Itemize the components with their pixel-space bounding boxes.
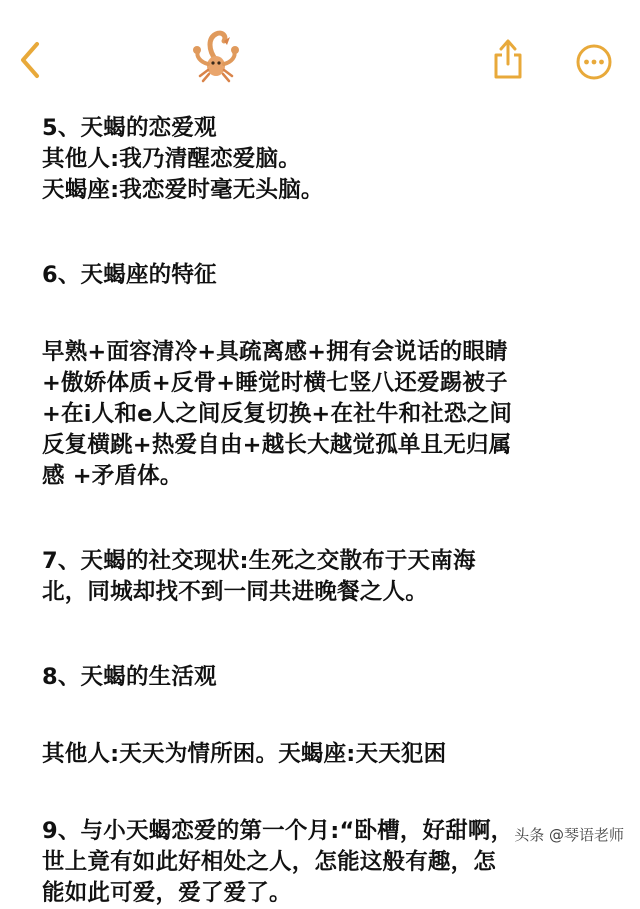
share-icon bbox=[490, 38, 526, 80]
top-bar bbox=[0, 0, 640, 110]
scorpion-icon bbox=[186, 26, 246, 86]
share-button[interactable] bbox=[486, 36, 530, 82]
section-5-line-1: 其他人:我乃清醒恋爱脑。 bbox=[42, 146, 301, 172]
section-5-title: 5、天蝎的恋爱观 bbox=[42, 115, 217, 141]
chevron-left-icon bbox=[17, 40, 43, 80]
section-8-body: 其他人:天天为情所困。天蝎座:天天犯困 bbox=[42, 741, 447, 767]
section-8-title: 8、天蝎的生活观 bbox=[42, 664, 217, 690]
note-content bbox=[42, 113, 617, 909]
section-6-title: 6、天蝎座的特征 bbox=[42, 262, 217, 288]
watermark: 头条 @琴语老师 bbox=[514, 826, 624, 844]
section-9-body: 9、与小天蝎恋爱的第一个月:“卧槽，好甜啊， 世上竟有如此好相处之人，怎能这般有趣，怎 能如此可爱，爱了爱了。 bbox=[42, 818, 514, 906]
back-button[interactable] bbox=[10, 38, 50, 82]
more-dots-icon bbox=[575, 43, 613, 81]
section-5-line-2: 天蝎座:我恋爱时毫无头脑。 bbox=[42, 177, 324, 203]
more-button[interactable] bbox=[572, 40, 616, 84]
section-6-body: 早熟+面容清冷+具疏离感+拥有会说话的眼睛 +傲娇体质+反骨+睡觉时横七竖八还爱踢被子 +在i人和e人之间反复切换+在社牛和社恐之间 反复横跳+热爱自由+越长大越觉孤单且无归属 感 +矛盾体。 bbox=[42, 339, 513, 489]
section-7-body: 7、天蝎的社交现状:生死之交散布于天南海 北，同城却找不到一同共进晚餐之人。 bbox=[42, 548, 476, 605]
scorpion-logo bbox=[186, 26, 246, 86]
